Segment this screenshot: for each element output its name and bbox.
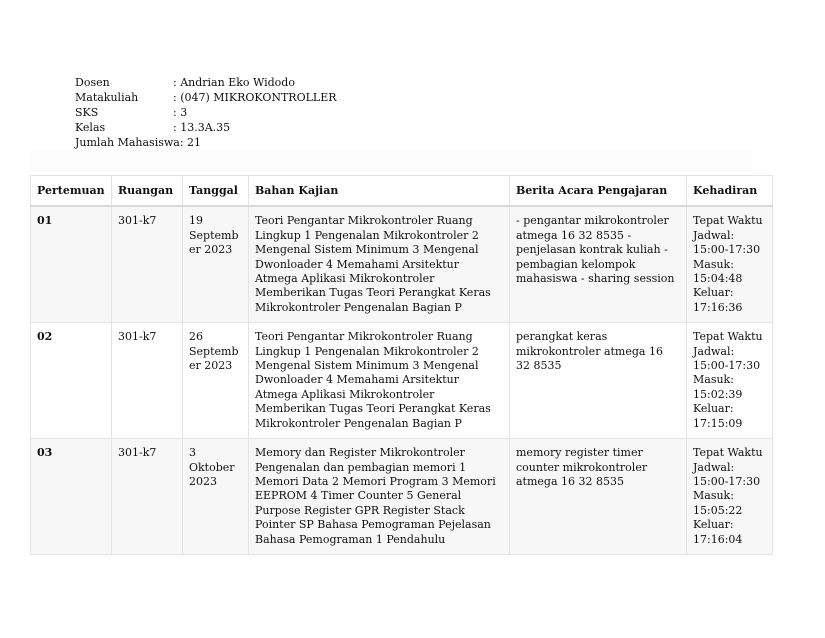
masuk-value: 15:05:22 (693, 503, 743, 517)
table-header-row (31, 176, 773, 207)
jadwal-label: Jadwal: (693, 344, 735, 358)
table-row (31, 323, 773, 439)
berita-acara-cell: memory register timer counter mikrokontroler atmega 16 32 8535 (510, 439, 687, 555)
kehadiran-status: Tepat Waktu (693, 446, 763, 460)
keluar-value: 17:16:04 (693, 532, 743, 546)
keluar-label: Keluar: (693, 402, 734, 416)
info-row-matakuliah (75, 90, 337, 105)
matakuliah-label: Matakuliah (75, 91, 139, 104)
column-header-berita-acara: Berita Acara Pengajaran (510, 176, 687, 207)
ruangan-cell: 301-k7 (112, 206, 183, 322)
kelas-value: : 13.3A.35 (173, 121, 231, 134)
dosen-value: : Andrian Eko Widodo (173, 76, 295, 89)
masuk-label: Masuk: (693, 257, 734, 271)
info-row-dosen (75, 75, 337, 90)
dosen-label: Dosen (75, 76, 110, 89)
column-header-kehadiran: Kehadiran (687, 176, 773, 207)
kehadiran-cell (687, 439, 773, 555)
masuk-value: 15:02:39 (693, 387, 743, 401)
tanggal-cell: 19 September 2023 (183, 206, 249, 322)
masuk-label: Masuk: (693, 373, 734, 387)
jadwal-value: 15:00-17:30 (693, 359, 761, 373)
info-row-sks (75, 105, 337, 120)
jumlah-mahasiswa-value: : 21 (179, 136, 202, 149)
tanggal-cell: 26 September 2023 (183, 323, 249, 439)
info-row-jumlah-mahasiswa (75, 135, 337, 150)
matakuliah-value: : (047) MIKROKONTROLLER (173, 91, 337, 104)
berita-acara-cell: perangkat keras mikrokontroler atmega 16 32 8535 (510, 323, 687, 439)
masuk-value: 15:04:48 (693, 272, 743, 286)
bahan-kajian-cell: Memory dan Register Mikrokontroler Pengenalan dan pembagian memori 1 Memori Data 2 Memori Program 3 Memori EEPROM 4 Timer Counter 5 General Purpose Register GPR Register Stack Pointer SP Bahasa Pemograman Pejelasan Bahasa Pemograman 1 Pendahulu (249, 439, 510, 555)
jadwal-label: Jadwal: (693, 228, 735, 242)
jumlah-mahasiswa-label: Jumlah Mahasiswa (75, 136, 180, 149)
kehadiran-status: Tepat Waktu (693, 330, 763, 344)
berita-acara-cell: - pengantar mikrokontroler atmega 16 32 8535 - penjelasan kontrak kuliah - pembagian kelompok mahasiswa - sharing session (510, 206, 687, 322)
attendance-table (30, 175, 773, 555)
spacer-band (30, 150, 752, 172)
keluar-label: Keluar: (693, 286, 734, 300)
bahan-kajian-cell: Teori Pengantar Mikrokontroler Ruang Lingkup 1 Pengenalan Mikrokontroler 2 Mengenal Sistem Minimum 3 Mengenal Dwonloader 4 Memahami Arsitektur Atmega Aplikasi Mikrokontroler Memberikan Tugas Teori Perangkat Keras Mikrokontroler Pengenalan Bagian P (249, 323, 510, 439)
pertemuan-cell: 02 (31, 323, 112, 439)
jadwal-value: 15:00-17:30 (693, 243, 761, 257)
sks-value: : 3 (173, 106, 188, 119)
column-header-pertemuan: Pertemuan (31, 176, 112, 207)
kelas-label: Kelas (75, 121, 106, 134)
column-header-tanggal: Tanggal (183, 176, 249, 207)
jadwal-label: Jadwal: (693, 460, 735, 474)
table-row (31, 439, 773, 555)
pertemuan-cell: 01 (31, 206, 112, 322)
kehadiran-status: Tepat Waktu (693, 214, 763, 228)
course-info (75, 75, 337, 150)
bahan-kajian-cell: Teori Pengantar Mikrokontroler Ruang Lingkup 1 Pengenalan Mikrokontroler 2 Mengenal Sistem Minimum 3 Mengenal Dwonloader 4 Memahami Arsitektur Atmega Aplikasi Mikrokontroler Memberikan Tugas Teori Perangkat Keras Mikrokontroler Pengenalan Bagian P (249, 206, 510, 322)
kehadiran-cell (687, 206, 773, 322)
pertemuan-cell: 03 (31, 439, 112, 555)
sks-label: SKS (75, 106, 99, 119)
info-row-kelas (75, 120, 337, 135)
ruangan-cell: 301-k7 (112, 439, 183, 555)
column-header-bahan-kajian: Bahan Kajian (249, 176, 510, 207)
table-row (31, 206, 773, 322)
keluar-label: Keluar: (693, 518, 734, 532)
keluar-value: 17:15:09 (693, 416, 743, 430)
column-header-ruangan: Ruangan (112, 176, 183, 207)
tanggal-cell: 3 Oktober 2023 (183, 439, 249, 555)
jadwal-value: 15:00-17:30 (693, 474, 761, 488)
masuk-label: Masuk: (693, 489, 734, 503)
kehadiran-cell (687, 323, 773, 439)
ruangan-cell: 301-k7 (112, 323, 183, 439)
keluar-value: 17:16:36 (693, 300, 743, 314)
